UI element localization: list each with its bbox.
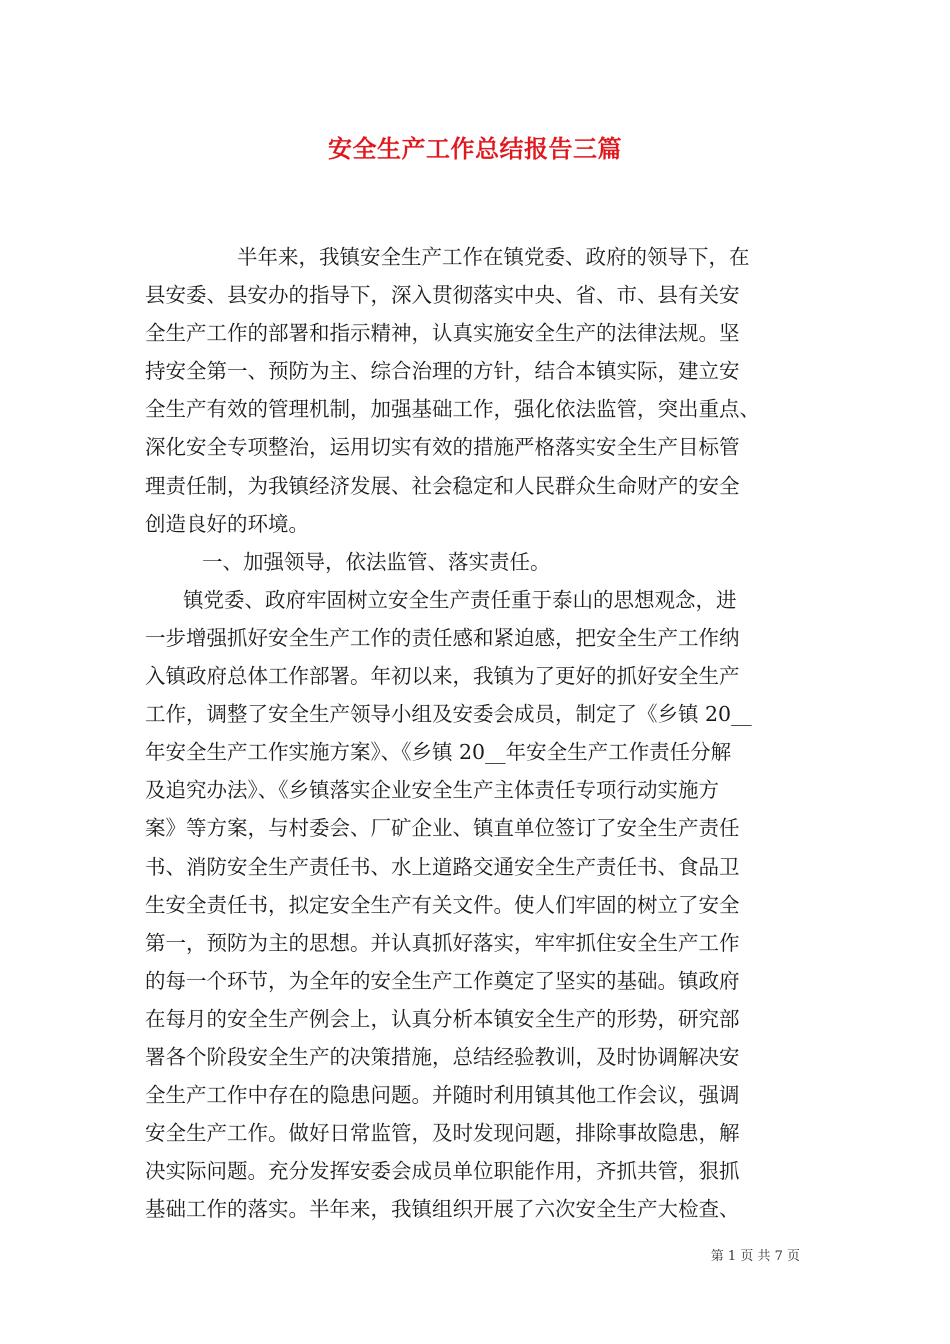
body-line: 全生产有效的管理机制，加强基础工作，强化依法监管，突出重点、 [145,397,760,422]
body-line: 创造良好的环境。 [145,511,309,536]
body-line: 生安全责任书，拟定安全生产有关文件。使人们牢固的树立了安全 [145,892,740,917]
body-line: 决实际问题。充分发挥安委会成员单位职能作用，齐抓共管，狠抓 [145,1159,740,1184]
body-line: 理责任制，为我镇经济发展、社会稳定和人民群众生命财产的安全 [145,473,740,498]
body-line: 在每月的安全生产例会上，认真分析本镇安全生产的形势，研究部 [145,1006,740,1031]
body-line: 工作，调整了安全生产领导小组及安委会成员，制定了《乡镇 20__ [145,702,752,727]
body-line: 的每一个环节，为全年的安全生产工作奠定了坚实的基础。镇政府 [145,968,740,993]
body-line: 署各个阶段安全生产的决策措施，总结经验教训，及时协调解决安 [145,1044,740,1069]
body-line: 县安委、县安办的指导下，深入贯彻落实中央、省、市、县有关安 [145,283,740,308]
body-line: 半年来，我镇安全生产工作在镇党委、政府的领导下，在 [237,245,750,269]
document-body [145,238,809,1228]
body-line: 及追究办法》、《乡镇落实企业安全生产主体责任专项行动实施方 [145,778,719,803]
body-line: 镇党委、政府牢固树立安全生产责任重于泰山的思想观念，进 [183,587,737,612]
body-line: 全生产工作中存在的隐患问题。并随时利用镇其他工作会议，强调 [145,1083,740,1108]
body-line: 安全生产工作。做好日常监管，及时发现问题，排除事故隐患，解 [145,1121,740,1146]
body-line: 基础工作的落实。半年来，我镇组织开展了六次安全生产大检查、 [145,1197,740,1222]
body-line: 持安全第一、预防为主、综合治理的方针，结合本镇实际，建立安 [145,359,740,384]
body-line: 案》等方案，与村委会、厂矿企业、镇直单位签订了安全生产责任 [145,816,740,841]
section-heading: 一、加强领导，依法监管、落实责任。 [202,549,551,574]
body-line: 全生产工作的部署和指示精神，认真实施安全生产的法律法规。坚 [145,321,740,346]
body-line: 年安全生产工作实施方案》、《乡镇 20__年安全生产工作责任分解 [145,740,732,765]
body-line: 一步增强抓好安全生产工作的责任感和紧迫感，把安全生产工作纳 [145,625,740,650]
body-line: 入镇政府总体工作部署。年初以来，我镇为了更好的抓好安全生产 [145,664,740,689]
body-line: 书、消防安全生产责任书、水上道路交通安全生产责任书、食品卫 [145,854,740,879]
body-line: 深化安全专项整治，运用切实有效的措施严格落实安全生产目标管 [145,435,740,460]
document-title: 安全生产工作总结报告三篇 [328,134,622,163]
body-line: 第一，预防为主的思想。并认真抓好落实，牢牢抓住安全生产工作 [145,930,740,955]
page-number: 第 1 页 共 7 页 [710,1249,800,1264]
